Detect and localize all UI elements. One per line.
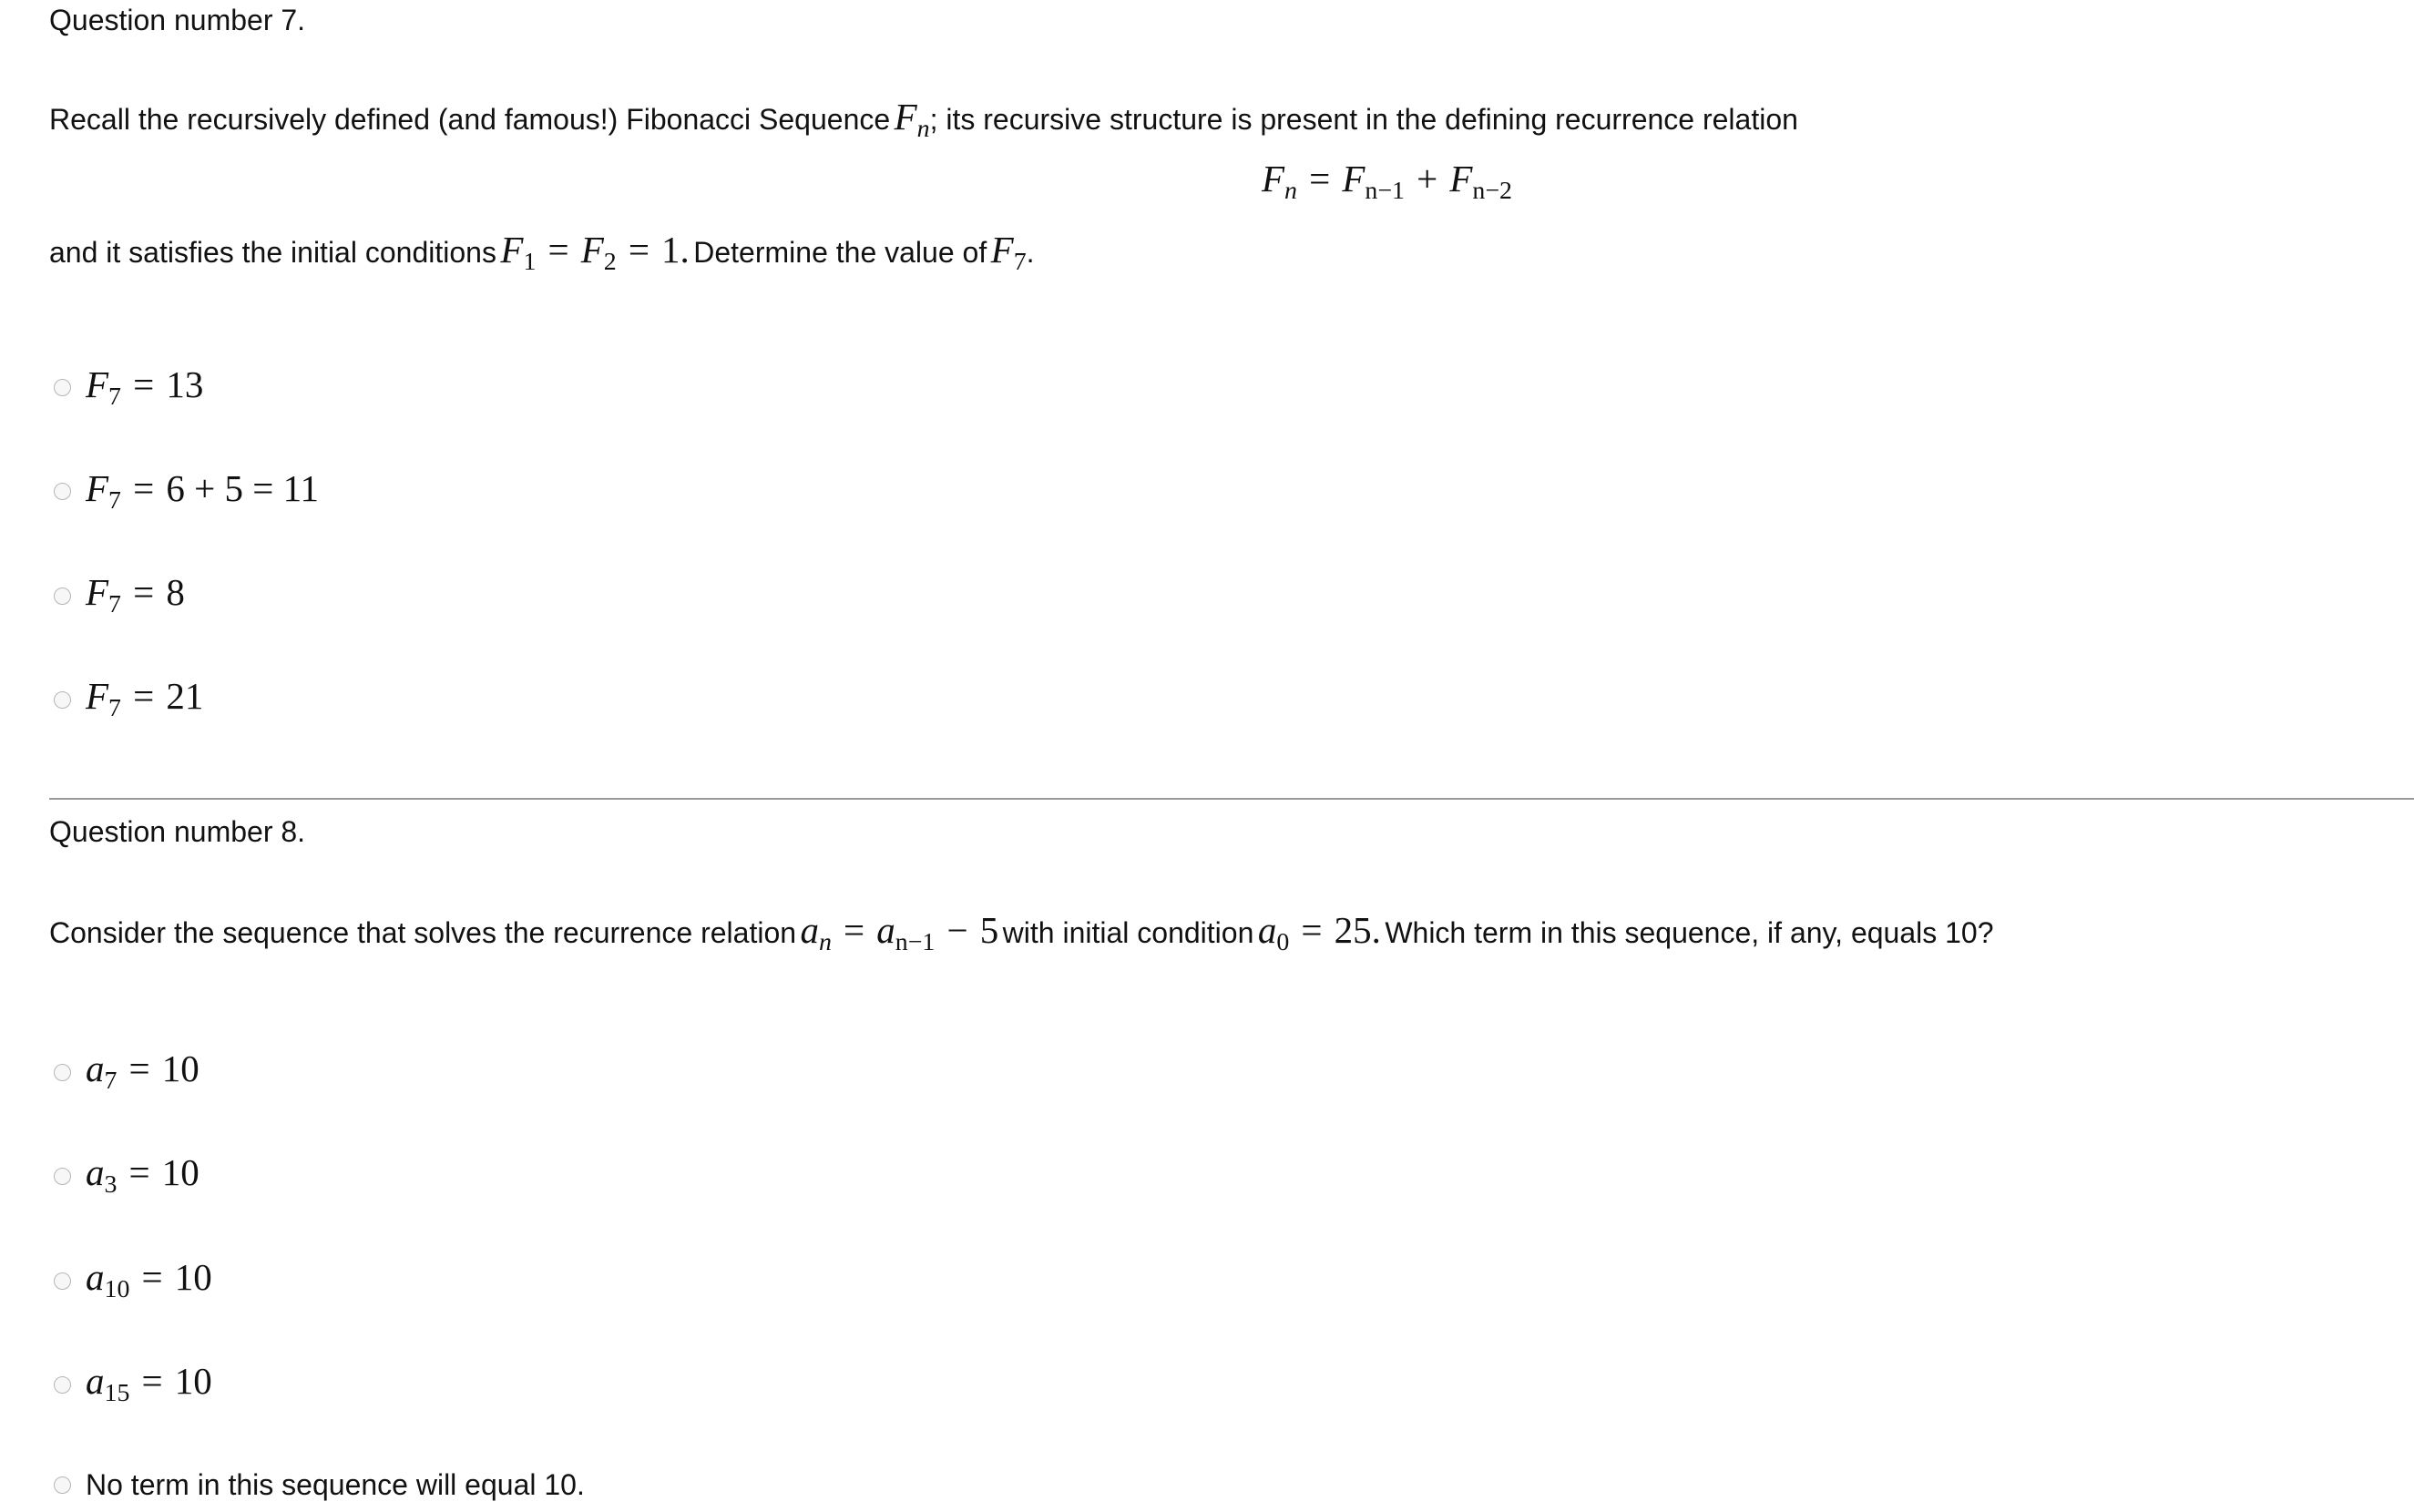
opt-sym: F [86, 571, 109, 613]
rel-t1: F [1342, 158, 1366, 199]
opt-eq: = [133, 363, 155, 405]
init-eq2: = [628, 229, 650, 271]
q8-init-a-sub: 0 [1276, 927, 1290, 956]
opt-sym: F [86, 363, 109, 405]
q8-option-2-radio[interactable] [54, 1168, 71, 1185]
q8-option-5[interactable]: No term in this sequence will equal 10. [86, 1468, 585, 1501]
q8-init-a: a [1257, 909, 1277, 951]
opt-eq: = [133, 467, 155, 509]
q8-rel-a: a [800, 909, 819, 951]
opt-rhs: 13 [166, 363, 204, 405]
rel-t1-sub: n−1 [1365, 176, 1405, 205]
rel-plus: + [1417, 158, 1438, 199]
q7-intro [49, 95, 1798, 143]
opt-sub: 7 [104, 1066, 118, 1095]
init-b: F [580, 229, 604, 271]
opt-eq: = [141, 1360, 163, 1402]
init-b-sub: 2 [603, 247, 617, 276]
q7-recurrence-relation [1262, 157, 1512, 205]
q7-seq-symbol: F [894, 96, 917, 138]
q8-rel-minus: − [946, 909, 968, 951]
q8-option-2[interactable] [86, 1150, 199, 1199]
init-a-sub: 1 [523, 247, 537, 276]
opt-sub: 7 [108, 382, 121, 411]
target-dot: . [1026, 236, 1035, 269]
opt-rhs: 21 [166, 675, 204, 717]
q7-option-1[interactable] [86, 363, 204, 411]
q7-option-2[interactable] [86, 466, 320, 515]
opt-sub: 10 [104, 1274, 130, 1303]
q7-init-after: Determine the value of [693, 236, 987, 269]
q8-text-after: Which term in this sequence, if any, equals 10? [1385, 916, 1994, 949]
opt-rhs: 6 + 5 = 11 [166, 467, 320, 509]
q8-rel-a-sub: n [818, 927, 832, 956]
opt-sym: a [86, 1360, 105, 1402]
q8-init-val: 25 [1334, 909, 1372, 951]
q8-rel-b: a [876, 909, 895, 951]
q8-init-dot: . [1371, 909, 1381, 951]
q8-option-3[interactable] [86, 1255, 212, 1303]
opt-sub: 7 [108, 485, 121, 515]
q8-rel-c: 5 [979, 909, 999, 951]
q7-intro-after: ; its recursive structure is present in the defining recurrence relation [929, 103, 1798, 136]
rel-lhs: F [1262, 158, 1285, 199]
q8-rel-b-sub: n−1 [895, 927, 936, 956]
opt-rhs: 10 [161, 1151, 199, 1193]
q8-rel-eq: = [844, 909, 865, 951]
q7-option-3-radio[interactable] [54, 587, 71, 605]
opt-sub: 7 [108, 693, 121, 722]
init-eq1: = [547, 229, 569, 271]
rel-t2: F [1449, 158, 1473, 199]
rel-eq: = [1309, 158, 1331, 199]
opt-sub: 7 [108, 589, 121, 618]
q8-prompt [49, 908, 1994, 956]
q8-text-before: Consider the sequence that solves the recurrence relation [49, 916, 797, 949]
opt-sym: a [86, 1151, 105, 1193]
q8-option-1[interactable] [86, 1047, 199, 1095]
q8-init-eq: = [1301, 909, 1323, 951]
opt-eq: = [128, 1151, 150, 1193]
question-divider [49, 798, 2414, 800]
q8-text-mid: with initial condition [1002, 916, 1254, 949]
opt-eq: = [141, 1256, 163, 1298]
opt-sym: a [86, 1256, 105, 1298]
q7-option-2-radio[interactable] [54, 483, 71, 500]
q7-initial-conditions [49, 228, 1035, 276]
q8-option-3-radio[interactable] [54, 1272, 71, 1290]
opt-rhs: 10 [174, 1360, 212, 1402]
opt-rhs: 10 [174, 1256, 212, 1298]
opt-sub: 3 [104, 1170, 118, 1199]
q8-option-5-radio[interactable] [54, 1476, 71, 1494]
opt-rhs: 8 [166, 571, 185, 613]
q7-heading: Question number 7. [49, 4, 306, 36]
opt-eq: = [133, 675, 155, 717]
opt-sym: F [86, 467, 109, 509]
q7-option-4-radio[interactable] [54, 691, 71, 709]
q8-option-4[interactable] [86, 1359, 212, 1407]
rel-t2-sub: n−2 [1472, 176, 1512, 205]
opt-sym: F [86, 675, 109, 717]
opt-eq: = [133, 571, 155, 613]
q7-init-before: and it satisfies the initial conditions [49, 236, 496, 269]
opt-eq: = [128, 1047, 150, 1089]
rel-lhs-sub: n [1284, 176, 1297, 205]
init-a: F [500, 229, 524, 271]
q7-option-4[interactable] [86, 674, 204, 722]
opt-rhs: 10 [161, 1047, 199, 1089]
q8-heading: Question number 8. [49, 815, 306, 848]
init-dot: . [680, 229, 690, 271]
init-val: 1 [661, 229, 680, 271]
q7-intro-before: Recall the recursively defined (and famous!) Fibonacci Sequence [49, 103, 891, 136]
q8-option-1-radio[interactable] [54, 1064, 71, 1081]
q8-option-4-radio[interactable] [54, 1376, 71, 1394]
q7-option-3[interactable] [86, 570, 185, 618]
opt-sym: a [86, 1047, 105, 1089]
target-sub: 7 [1013, 247, 1027, 276]
opt-sub: 15 [104, 1378, 130, 1407]
target-sym: F [990, 229, 1014, 271]
q7-option-1-radio[interactable] [54, 379, 71, 396]
q7-seq-sub: n [916, 114, 930, 143]
